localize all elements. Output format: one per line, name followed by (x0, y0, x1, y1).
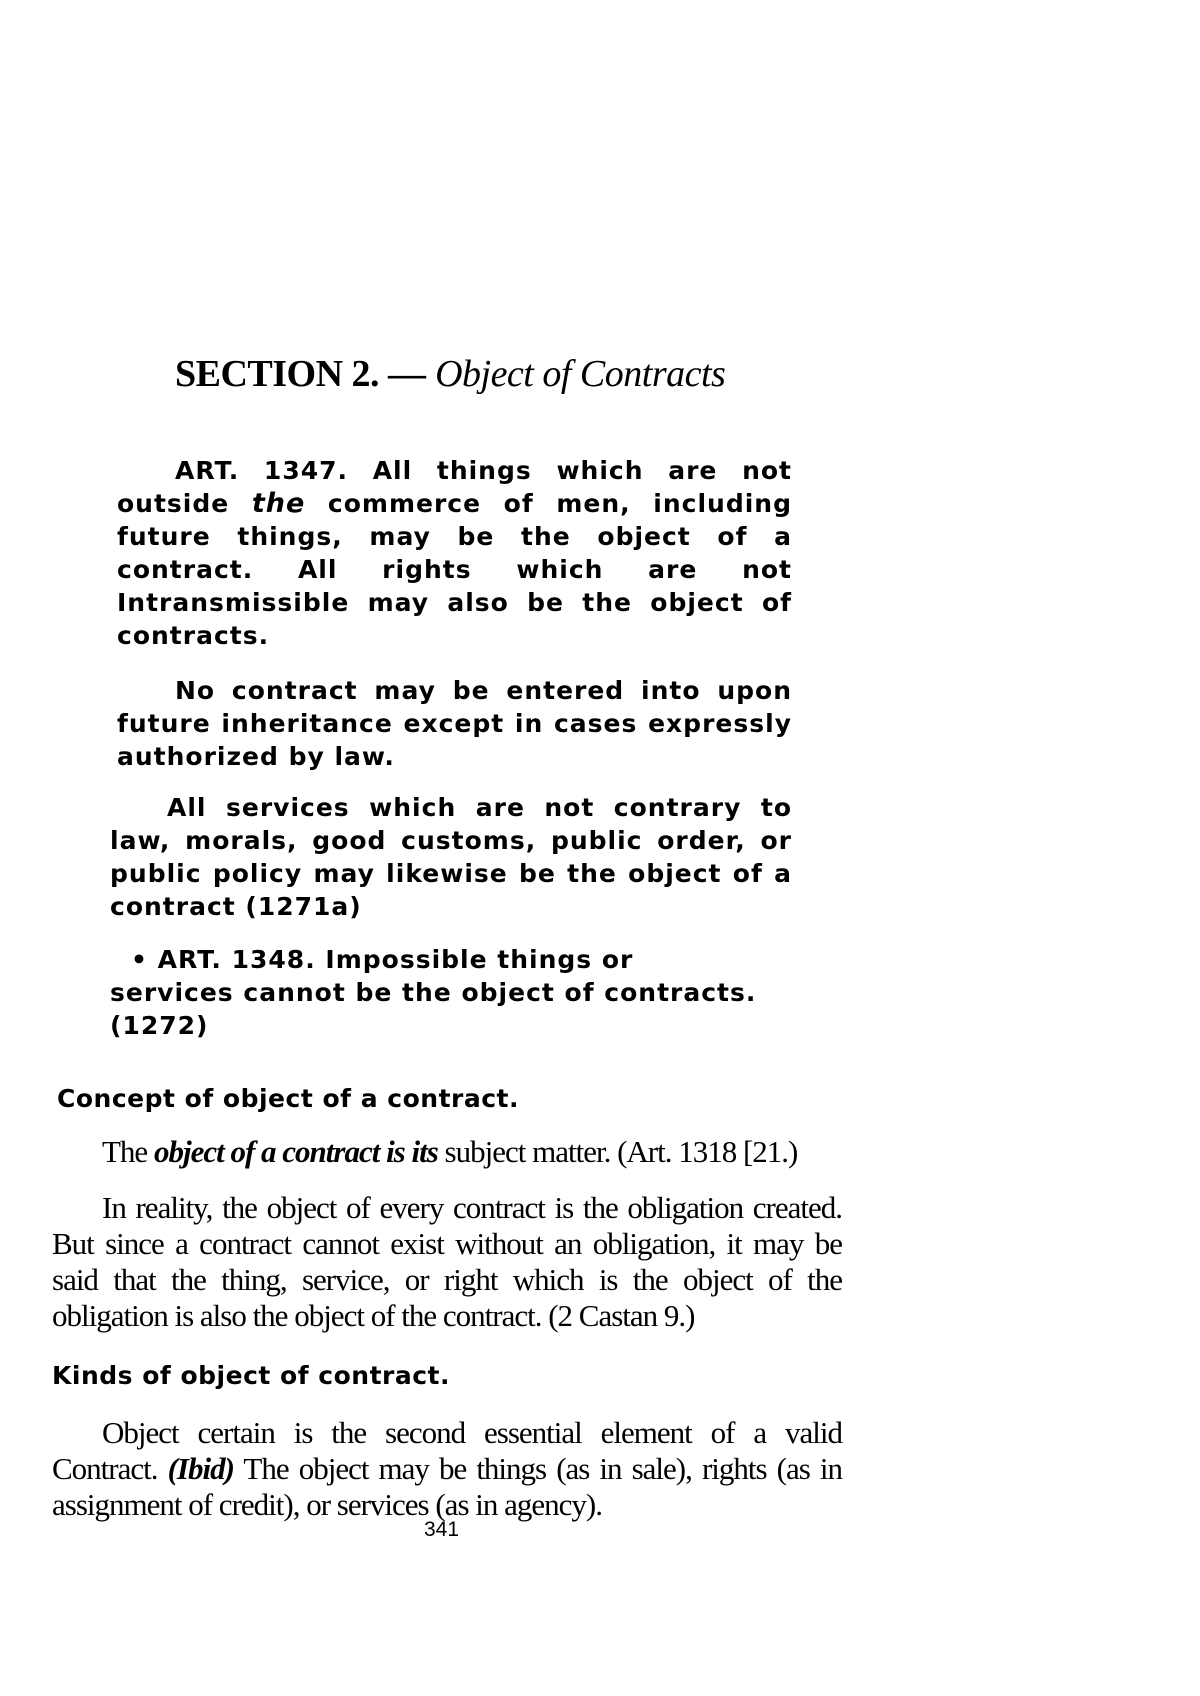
article-1347-text-a: ART. 1347. All things which are not outside (117, 456, 792, 518)
concept-paragraph-1 (52, 1134, 842, 1170)
article-1347-paragraph-2: No contract may be entered into upon future inheritance except in cases expressly authorized by law. (117, 676, 792, 771)
article-1347-paragraph-1 (117, 454, 792, 652)
concept-paragraph-2: In reality, the object of every contract is the obligation created. But since a contract cannot exist without an obligation, it may be said that the thing, service, or right which is the object of the obligation is also the object of the contract. (2 Castan 9.) (52, 1190, 842, 1333)
page-number: 341 (424, 1518, 460, 1541)
article-1348-lead: • ART. 1348. Impossible things or (131, 945, 634, 974)
section-heading (175, 352, 875, 396)
kinds-text-a: Object certain is the second essential element of a valid Contract. (52, 1415, 842, 1486)
concept-emphasis: object of a contract is its (153, 1134, 438, 1169)
concept-text-a: The (102, 1134, 154, 1169)
article-1348-paragraph (110, 943, 792, 1042)
section-label: SECTION 2. — (175, 353, 426, 395)
article-1347-text-b: commerce of men, including future things, may be the object of a contract. All rights which are not Intransmissible may also be the object of contracts. (117, 489, 792, 650)
concept-heading: Concept of object of a contract. (57, 1084, 520, 1113)
article-1347-paragraph-3: All services which are not contrary to law, morals, good customs, public order, or public policy may likewise be the object of a contract (1271a) (110, 793, 792, 921)
section-title: Object of Contracts (435, 353, 726, 395)
concept-text-b: subject matter. (Art. 1318 [21.) (437, 1134, 798, 1169)
kinds-paragraph (52, 1415, 842, 1523)
kinds-emphasis: (Ibid) (167, 1451, 234, 1486)
kinds-text-b: The object may be things (as in sale), rights (as in assignment of credit), or services (as in agency). (52, 1451, 842, 1522)
article-1347-emphasis: the (251, 488, 306, 519)
kinds-heading: Kinds of object of contract. (52, 1361, 451, 1390)
article-1348-rest: services cannot be the object of contracts. (1272) (110, 978, 757, 1040)
